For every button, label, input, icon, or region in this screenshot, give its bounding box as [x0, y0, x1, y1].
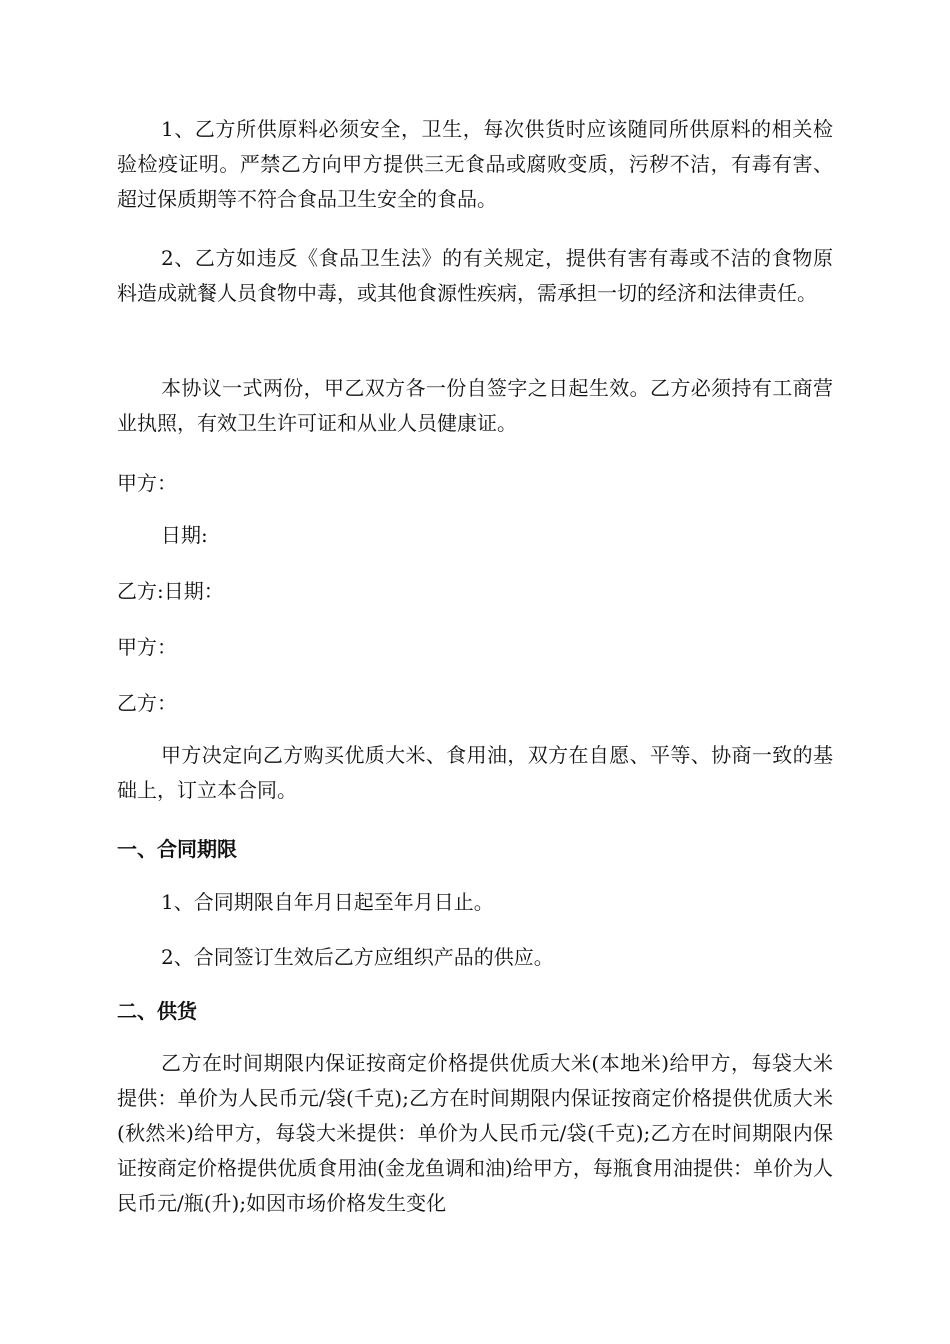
section-heading-term: 一、合同期限: [117, 837, 237, 861]
clause-term-period: 1、合同期限自年月日起至年月日止。: [161, 890, 494, 914]
clause-effectiveness: 本协议一式两份，甲乙双方各一份自签字之日起生效。乙方必须持有工商营业执照，有效卫生许可证和从业人员健康证。: [117, 376, 833, 435]
date-label: 日期:: [161, 523, 208, 547]
party-b-label: 乙方：: [117, 691, 177, 715]
party-b-date-label: 乙方:日期：: [117, 579, 224, 603]
party-a-label-2: 甲方：: [117, 635, 177, 659]
contract-preamble: 甲方决定向乙方购买优质大米、食用油，双方在自愿、平等、协商一致的基础上，订立本合同。: [117, 743, 833, 802]
clause-supply-safety: 1、乙方所供原料必须安全，卫生，每次供货时应该随同所供原料的相关检验检疫证明。严禁乙方向甲方提供三无食品或腐败变质，污秽不洁，有毒有害、超过保质期等不符合食品卫生安全的食品。: [117, 117, 833, 211]
section-heading-supply: 二、供货: [117, 999, 197, 1023]
clause-liability: 2、乙方如违反《食品卫生法》的有关规定，提供有害有毒或不洁的食物原料造成就餐人员食物中毒，或其他食源性疾病，需承担一切的经济和法律责任。: [117, 246, 833, 305]
clause-term-supply: 2、合同签订生效后乙方应组织产品的供应。: [161, 945, 554, 969]
party-a-label: 甲方：: [117, 471, 177, 495]
clause-supply-pricing: 乙方在时间期限内保证按商定价格提供优质大米(本地米)给甲方，每袋大米提供：单价为人民币元/袋(千克);乙方在时间期限内保证按商定价格提供优质大米(秋然米)给甲方，每袋大米提供：单价为人民币元/袋(千克);乙方在时间期限内保证按商定价格提供优质食用油(金龙鱼调和油)给甲方，每瓶食用油提供：单价为人民币元/瓶(升);如因市场价格发生变化: [117, 1051, 833, 1215]
